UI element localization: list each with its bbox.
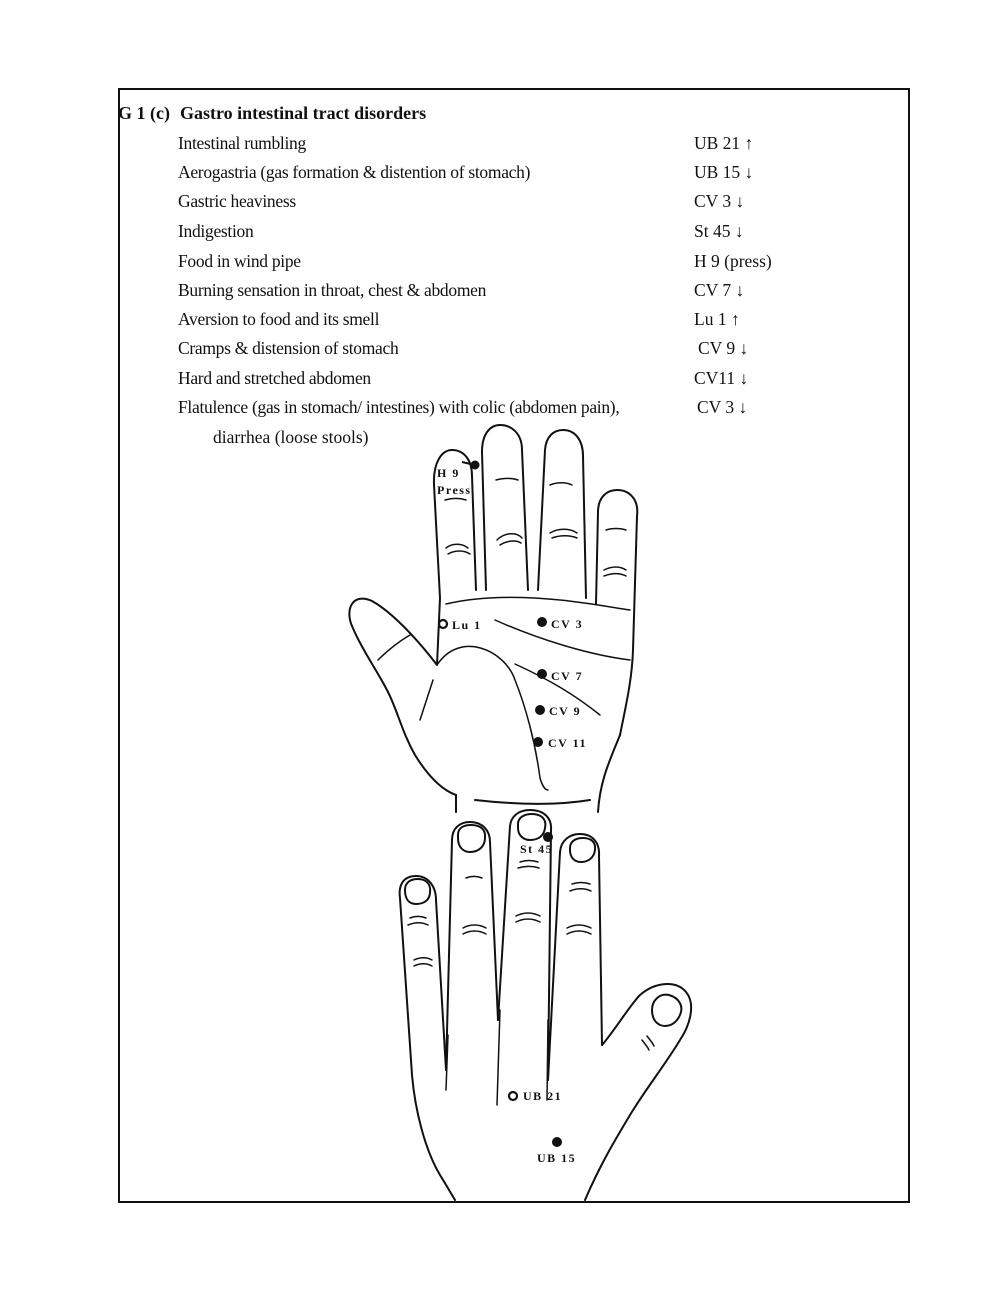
label-ub21: UB 21 bbox=[523, 1089, 563, 1103]
label-st45: St 45 bbox=[520, 842, 554, 856]
cv11-point bbox=[533, 737, 543, 747]
label-h9: H 9 bbox=[437, 466, 460, 480]
disorder-name: Intestinal rumbling bbox=[178, 133, 306, 153]
acupoint: UB 21 ↑ bbox=[694, 133, 754, 153]
label-cv9: CV 9 bbox=[549, 704, 582, 718]
acupoint: Lu 1 ↑ bbox=[694, 309, 740, 329]
label-ub15: UB 15 bbox=[537, 1151, 577, 1165]
palm-creases bbox=[378, 479, 630, 791]
label-h9-press: Press bbox=[437, 483, 472, 497]
cv3-point bbox=[537, 617, 547, 627]
label-cv11: CV 11 bbox=[548, 736, 587, 750]
disorder-name: Food in wind pipe bbox=[178, 251, 301, 271]
ub15-point bbox=[552, 1137, 562, 1147]
disorder-name: Flatulence (gas in stomach/ intestines) with colic (abdomen pain), bbox=[178, 397, 620, 417]
label-cv3: CV 3 bbox=[551, 617, 584, 631]
disorder-name: Gastric heaviness bbox=[178, 191, 296, 211]
section-code: G 1 (c) bbox=[118, 103, 170, 123]
acupoint: H 9 (press) bbox=[694, 251, 772, 271]
disorder-name: Aerogastria (gas formation & distention of stomach) bbox=[178, 162, 531, 182]
acupoint: CV 7 ↓ bbox=[694, 280, 745, 300]
acupoint: CV 3 ↓ bbox=[694, 191, 745, 211]
disorder-name: Burning sensation in throat, chest & abdomen bbox=[178, 280, 487, 300]
lu1-point bbox=[439, 620, 447, 628]
label-cv7: CV 7 bbox=[551, 669, 584, 683]
back-hand-outline bbox=[400, 810, 691, 1200]
label-lu1: Lu 1 bbox=[452, 618, 482, 632]
palm-outline bbox=[349, 425, 637, 812]
acupoint: CV 3 ↓ bbox=[697, 397, 748, 417]
acupoint: CV 9 ↓ bbox=[698, 338, 749, 358]
acupoint-labels bbox=[437, 466, 587, 1165]
cv9-point bbox=[535, 705, 545, 715]
disorder-name: Aversion to food and its smell bbox=[178, 309, 380, 329]
cv7-point bbox=[537, 669, 547, 679]
ub21-point bbox=[509, 1092, 517, 1100]
disorder-name: Indigestion bbox=[178, 221, 254, 241]
st45-point bbox=[543, 832, 553, 842]
disorder-name-continuation: diarrhea (loose stools) bbox=[213, 427, 369, 447]
disorder-name: Cramps & distension of stomach bbox=[178, 338, 399, 358]
acupoint: CV11 ↓ bbox=[694, 368, 749, 388]
disorder-name: Hard and stretched abdomen bbox=[178, 368, 371, 388]
section-title: Gastro intestinal tract disorders bbox=[179, 103, 427, 123]
acupoint: UB 15 ↓ bbox=[694, 162, 754, 182]
acupoint: St 45 ↓ bbox=[694, 221, 744, 241]
